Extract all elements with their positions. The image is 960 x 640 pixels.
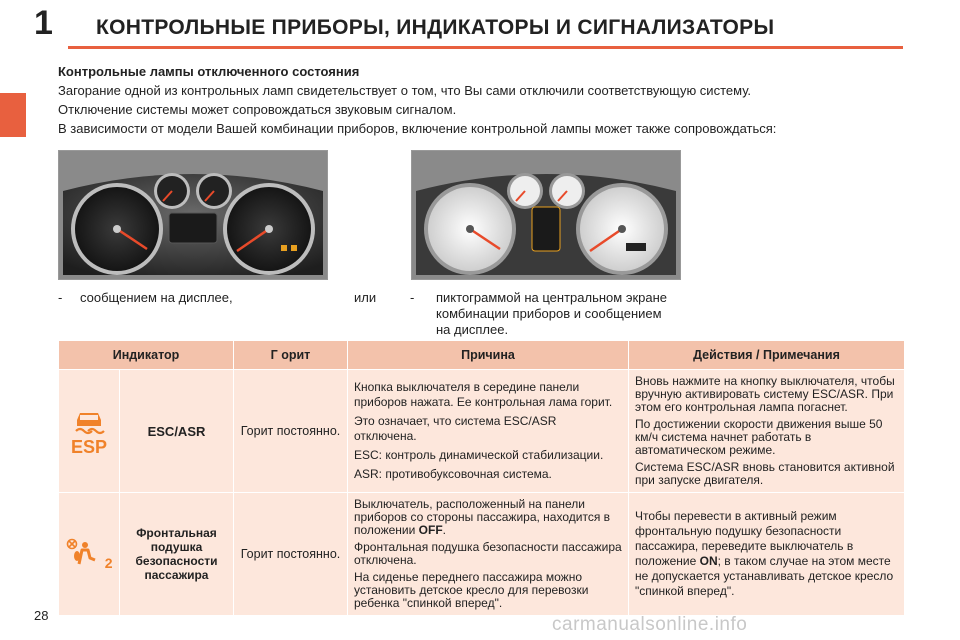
cause-airbag-p2: Фронтальная подушка безопасности пассажира отключена. <box>354 540 622 567</box>
caption-or: или <box>354 290 377 305</box>
actions-passenger-airbag <box>629 493 905 616</box>
caption-right-dash: - <box>410 290 415 305</box>
table-row <box>59 493 905 616</box>
instrument-cluster-photo-left <box>58 150 328 280</box>
page-number: 28 <box>34 608 49 623</box>
action-airbag-end: ; в таком случае на этом месте не допускается устанавливать детское кресло "спинкой вперед". <box>635 554 894 598</box>
off-position-label: OFF <box>418 523 443 537</box>
cause-airbag-p1-text: Выключатель, расположенный на панели приборов со стороны пассажира, находится в положении <box>354 497 611 537</box>
row-icon-cell <box>59 370 234 493</box>
title-rule <box>68 46 903 49</box>
status-esc-asr: Горит постоянно. <box>234 370 348 493</box>
actions-esc-asr-p1: Вновь нажмите на кнопку выключателя, чтобы вручную активировать систему ESC/ASR. При этом его контрольная лампа погаснет. <box>635 374 895 414</box>
table-row <box>59 370 905 493</box>
caption-left-dash: - <box>58 290 63 305</box>
table-header-row <box>59 341 905 370</box>
cause-airbag-p1 <box>354 498 622 537</box>
esp-icon-cell <box>59 370 120 492</box>
cause-airbag-p3: На сиденье переднего пассажира можно установить детское кресло для перевозки ребенка "спинкой вперед". <box>354 570 589 610</box>
header-actions: Действия / Примечания <box>629 341 905 370</box>
intro-line-1: Загорание одной из контрольных ламп свидетельствует о том, что Вы сами отключили соответствующую систему. <box>58 83 752 98</box>
actions-esc-asr-p2: По достижении скорости движения выше 50 км/ч система начнет работать в автоматическом режиме. <box>635 417 883 457</box>
intro-section <box>58 62 908 138</box>
cause-esc-asr-p4: ASR: противобуксовочная система. <box>354 467 552 481</box>
header-indicator: Индикатор <box>59 341 234 370</box>
intro-line-3: В зависимости от модели Вашей комбинации приборов, включение контрольной лампы может также сопровождаться: <box>58 121 777 136</box>
airbag-icon-cell <box>59 493 120 615</box>
intro-heading: Контрольные лампы отключенного состояния <box>58 64 360 79</box>
cause-airbag-p1-end: . <box>442 523 446 537</box>
status-passenger-airbag: Горит постоянно. <box>234 493 348 616</box>
cause-esc-asr-p3: ESC: контроль динамической стабилизации. <box>354 448 604 462</box>
watermark: carmanualsonline.info <box>552 614 748 635</box>
caption-right: пиктограммой на центральном экране комбинации приборов и сообщением на дисплее. <box>436 290 668 337</box>
intro-line-2: Отключение системы может сопровождаться звуковым сигналом. <box>58 102 457 117</box>
chapter-title: КОНТРОЛЬНЫЕ ПРИБОРЫ, ИНДИКАТОРЫ И СИГНАЛИЗАТОРЫ <box>96 16 775 39</box>
row-icon-cell <box>59 493 234 616</box>
airbag-icon-text: 2 <box>104 554 113 571</box>
actions-esc-asr <box>629 370 905 493</box>
indicator-passenger-airbag: Фронтальная подушка безопасности пассажира <box>120 493 234 615</box>
chapter-side-tab <box>0 93 26 137</box>
passenger-airbag-off-icon <box>65 538 101 571</box>
esp-icon-text: ESP <box>70 436 108 457</box>
esp-car-skid-icon <box>72 407 106 438</box>
cause-esc-asr-p1: Кнопка выключателя в середине панели приборов нажата. Ее контрольная лама горит. <box>354 380 613 409</box>
cause-esc-asr <box>348 370 629 493</box>
header-status: Г орит <box>234 341 348 370</box>
chapter-number: 1 <box>34 4 53 42</box>
cause-passenger-airbag <box>348 493 629 616</box>
instrument-cluster-photo-right <box>411 150 681 280</box>
on-position-label: ON <box>699 554 718 568</box>
actions-esc-asr-p3: Система ESC/ASR вновь становится активной при запуске двигателя. <box>635 460 895 487</box>
cause-esc-asr-p2: Это означает, что система ESC/ASR отключена. <box>354 414 557 443</box>
caption-left: сообщением на дисплее, <box>80 290 233 305</box>
warning-lamps-table <box>58 340 905 616</box>
action-airbag-text: Чтобы перевести в активный режим фронтальную подушку безопасности пассажира, переведите выключатель в положение <box>635 509 854 568</box>
indicator-esc-asr: ESC/ASR <box>120 370 234 492</box>
header-cause: Причина <box>348 341 629 370</box>
